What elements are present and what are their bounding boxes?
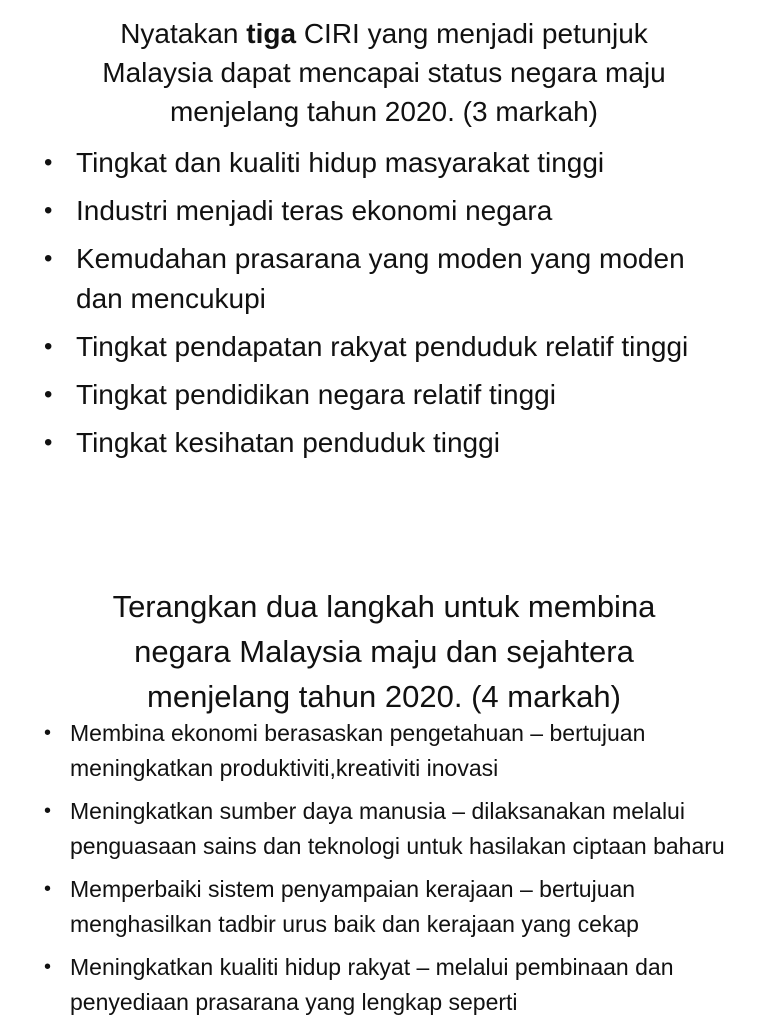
list-item-text: Tingkat kesihatan penduduk tinggi	[76, 427, 500, 458]
question-1-heading-line-3: menjelang tahun 2020. (3 markah)	[169, 96, 599, 127]
bullet-icon: •	[44, 381, 53, 408]
list-item	[0, 143, 768, 183]
list-item-text: Tingkat pendidikan negara relatif tinggi	[76, 379, 556, 410]
question-1-heading-line-2: Malaysia dapat mencapai status negara maju	[102, 57, 666, 88]
bullet-icon: •	[44, 333, 53, 360]
list-item-text: Industri menjadi teras ekonomi negara	[76, 195, 553, 226]
question-1-answer-list	[0, 143, 768, 471]
question-1-heading-prefix: Nyatakan	[120, 18, 247, 49]
list-item	[0, 872, 768, 942]
question-2-answer-list	[0, 716, 768, 1024]
list-item-text: Tingkat pendapatan rakyat penduduk relatif tinggi	[76, 331, 689, 362]
list-item	[0, 716, 768, 786]
list-item	[0, 423, 768, 463]
list-item	[0, 950, 768, 1020]
question-2-heading-line-3: menjelang tahun 2020. (4 markah)	[147, 679, 621, 714]
bullet-icon: •	[44, 245, 53, 272]
question-1-heading-bold: tiga	[246, 18, 297, 49]
bullet-icon: •	[44, 956, 52, 978]
list-item-text: Meningkatkan kualiti hidup rakyat – melalui pembinaan dan penyediaan prasarana yang lengkap seperti	[70, 954, 674, 1015]
bullet-icon: •	[44, 149, 53, 176]
list-item-text: Memperbaiki sistem penyampaian kerajaan – bertujuan menghasilkan tadbir urus baik dan kerajaan yang cekap	[70, 876, 639, 937]
bullet-icon: •	[44, 722, 52, 744]
bullet-icon: •	[44, 878, 52, 900]
list-item	[0, 794, 768, 864]
list-item	[0, 191, 768, 231]
bullet-icon: •	[44, 197, 53, 224]
question-2-heading-line-2: negara Malaysia maju dan sejahtera	[134, 634, 634, 669]
question-2-heading	[30, 584, 738, 719]
bullet-icon: •	[44, 429, 53, 456]
question-2-heading-line-1: Terangkan dua langkah untuk membina	[112, 589, 656, 624]
list-item	[0, 327, 768, 367]
list-item	[0, 375, 768, 415]
list-item-text: Kemudahan prasarana yang moden yang moden dan mencukupi	[76, 243, 685, 314]
list-item-text: Membina ekonomi berasaskan pengetahuan – bertujuan meningkatkan produktiviti,kreativiti inovasi	[70, 720, 646, 781]
question-1-heading	[40, 14, 728, 131]
bullet-icon: •	[44, 800, 52, 822]
list-item-text: Tingkat dan kualiti hidup masyarakat tinggi	[76, 147, 605, 178]
question-1-heading-rest: CIRI yang menjadi petunjuk	[296, 18, 648, 49]
list-item-text: Meningkatkan sumber daya manusia – dilaksanakan melalui penguasaan sains dan teknologi untuk hasilakan ciptaan baharu	[70, 798, 725, 859]
list-item	[0, 239, 768, 319]
